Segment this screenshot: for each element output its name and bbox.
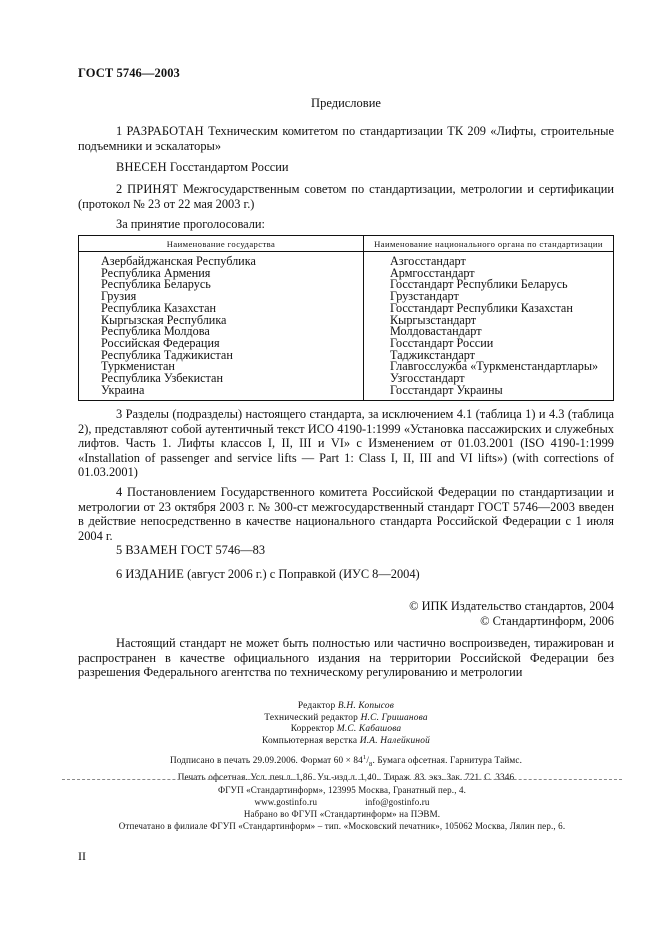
body-name: Госстандарт Республики Беларусь bbox=[390, 277, 568, 292]
paragraph-3: 3 Разделы (подразделы) настоящего стандарта, за исключением 4.1 (таблица 1) и 4.3 (таблица 2), представляют собой аутентичный текст ИСО 4190-1:1999 «Установка пассажирских и служебных лифтов. Часть 1. Лифты классов I, II, III и VI» с Изменением от 01.03.2001 (ISO 4190-1:1999 «Installation of passenger and service lifts — Part 1: Class I, II, III and VI lifts») (with corrections of 01.03.2001) bbox=[78, 407, 614, 480]
credit-name: Н.С. Гришанова bbox=[360, 712, 428, 723]
credit-name: И.А. Налейкиной bbox=[359, 735, 431, 746]
paragraph-1b bbox=[78, 160, 614, 175]
paragraph-5 bbox=[78, 543, 614, 558]
credit-editor bbox=[78, 701, 614, 713]
website-link[interactable]: www.gostinfo.ru bbox=[254, 797, 318, 807]
bodies-cell bbox=[364, 252, 614, 401]
state-name: Республика Армения bbox=[101, 265, 211, 280]
state-name: Кыргызская Республика bbox=[101, 312, 227, 327]
state-name: Республика Молдова bbox=[101, 324, 210, 339]
paragraph-number: 2 bbox=[116, 182, 123, 196]
keyword: ВЗАМЕН bbox=[125, 543, 178, 557]
credits-block bbox=[78, 701, 614, 747]
body-name: Армгосстандарт bbox=[390, 265, 475, 280]
credit-label: Редактор bbox=[297, 701, 336, 711]
body-name: Госстандарт России bbox=[390, 335, 494, 350]
credit-name: М.С. Кабашова bbox=[336, 724, 402, 735]
paragraph-2b: За принятие проголосовали: bbox=[116, 217, 265, 231]
states-cell bbox=[79, 252, 364, 401]
keyword: ВНЕСЕН bbox=[116, 160, 167, 174]
copyright-line: © Стандартинформ, 2006 bbox=[480, 614, 614, 628]
state-name: Туркменистан bbox=[101, 359, 175, 374]
imprint-line-1: Подписано в печать 29.09.2006. Формат $60 \times 84^1/_8$. Бумага офсетная. Гарнитура Таймс. bbox=[169, 754, 523, 768]
publisher-address: ФГУП «Стандартинформ», 123995 Москва, Гранатный пер., 4. bbox=[217, 785, 467, 795]
paragraph-2 bbox=[78, 182, 614, 211]
body-name: Молдовастандарт bbox=[390, 324, 482, 339]
credit-tech-editor bbox=[78, 713, 614, 725]
credit-label: Корректор bbox=[290, 724, 335, 735]
column-header-state: Наименование государства bbox=[79, 236, 364, 252]
doc-code: ГОСТ 5746—2003 bbox=[78, 66, 180, 80]
state-name: Азербайджанская Республика bbox=[101, 254, 256, 268]
paragraph-number: 1 bbox=[116, 124, 123, 138]
paragraph-1 bbox=[78, 124, 614, 153]
paragraph-number: 6 bbox=[116, 567, 123, 581]
voting-table bbox=[78, 235, 614, 401]
printed-note: Отпечатано в филиале ФГУП «Стандартинформ» – тип. «Московский печатник», 105062 Москва, Лялин пер., 6. bbox=[118, 821, 566, 831]
paragraph-text: Межгосударственным советом по стандартизации, метрологии и сертификации (протокол № 23 от 22 мая 2003 г.) bbox=[78, 182, 614, 211]
body-name: Узгосстандарт bbox=[390, 371, 465, 386]
credit-layout bbox=[78, 736, 614, 748]
credit-corrector bbox=[78, 724, 614, 736]
keyword: ПРИНЯТ bbox=[127, 182, 178, 196]
copyright-block bbox=[409, 599, 614, 629]
fraction-numerator: 1 bbox=[362, 754, 367, 761]
publisher-contacts bbox=[62, 796, 622, 808]
column-header-body: Наименование национального органа по стандартизации bbox=[364, 236, 614, 252]
typeset-note: Набрано во ФГУП «Стандартинформ» на ПЭВМ. bbox=[243, 809, 441, 819]
reproduction-notice: Настоящий стандарт не может быть полностью или частично воспроизведен, тиражирован и распространен в качестве официального издания на территории Российской Федерации без разрешения Федерального агентства по техническому регулированию и метрологии bbox=[78, 636, 614, 680]
body-name: Таджикстандарт bbox=[390, 347, 475, 362]
state-name: Грузия bbox=[101, 289, 137, 304]
body-name: Грузстандарт bbox=[390, 289, 459, 304]
dashed-divider bbox=[62, 779, 622, 780]
body-name: Главгосслужба «Туркменстандартлары» bbox=[390, 359, 599, 374]
keyword: ИЗДАНИЕ bbox=[125, 567, 184, 581]
imprint-text: . Бумага офсетная. Гарнитура Таймс. bbox=[372, 755, 523, 766]
body-name: Госстандарт Республики Казахстан bbox=[390, 300, 573, 315]
imprint-line-2: Печать офсетная. Усл. печ.л. 1,86. Уч.-изд.л. 1,40. Тираж 83 экз. Зак. 721. С 3346 bbox=[177, 771, 515, 782]
email-link[interactable]: info@gostinfo.ru bbox=[365, 797, 430, 807]
paragraph-text: (август 2006 г.) с Поправкой (ИУС 8—2004) bbox=[187, 567, 420, 581]
fraction-denominator: 8 bbox=[369, 760, 373, 768]
keyword: РАЗРАБОТАН bbox=[126, 124, 204, 138]
paragraph-4: 4 Постановлением Государственного комитета Российской Федерации по стандартизации и метрологии от 23 октября 2003 г. № 300-ст межгосударственный стандарт ГОСТ 5746—2003 введен в действие непосредственно в качестве национального стандарта Российской Федерации с 1 июля 2004 г. bbox=[78, 485, 614, 543]
body-name: Азгосстандарт bbox=[390, 254, 466, 268]
state-name: Республика Узбекистан bbox=[101, 371, 223, 386]
body-name: Госстандарт Украины bbox=[390, 382, 503, 397]
imprint-text: Подписано в печать 29.09.2006. Формат 60 × 84 bbox=[169, 755, 363, 766]
page-title: Предисловие bbox=[311, 96, 381, 110]
credit-name: В.Н. Копысов bbox=[337, 701, 395, 711]
page-number: II bbox=[78, 849, 86, 863]
credit-label: Компьютерная верстка bbox=[261, 735, 358, 746]
paragraph-text: Госстандартом России bbox=[169, 160, 289, 174]
body-name: Кыргызстандарт bbox=[390, 312, 477, 327]
paragraph-number: 5 bbox=[116, 543, 123, 557]
copyright-line: © ИПК Издательство стандартов, 2004 bbox=[409, 599, 614, 613]
state-name: Российская Федерация bbox=[101, 335, 220, 350]
state-name: Украина bbox=[101, 382, 145, 397]
paragraph-6 bbox=[78, 567, 614, 582]
state-name: Республика Таджикистан bbox=[101, 347, 233, 362]
state-name: Республика Казахстан bbox=[101, 300, 217, 315]
paragraph-text: Техническим комитетом по стандартизации ТК 209 «Лифты, строительные подъемники и эскалаторы» bbox=[78, 124, 615, 153]
paragraph-text: ГОСТ 5746—83 bbox=[180, 543, 266, 557]
credit-label: Технический редактор bbox=[264, 712, 359, 723]
publisher-block bbox=[62, 784, 622, 832]
state-name: Республика Беларусь bbox=[101, 277, 211, 292]
